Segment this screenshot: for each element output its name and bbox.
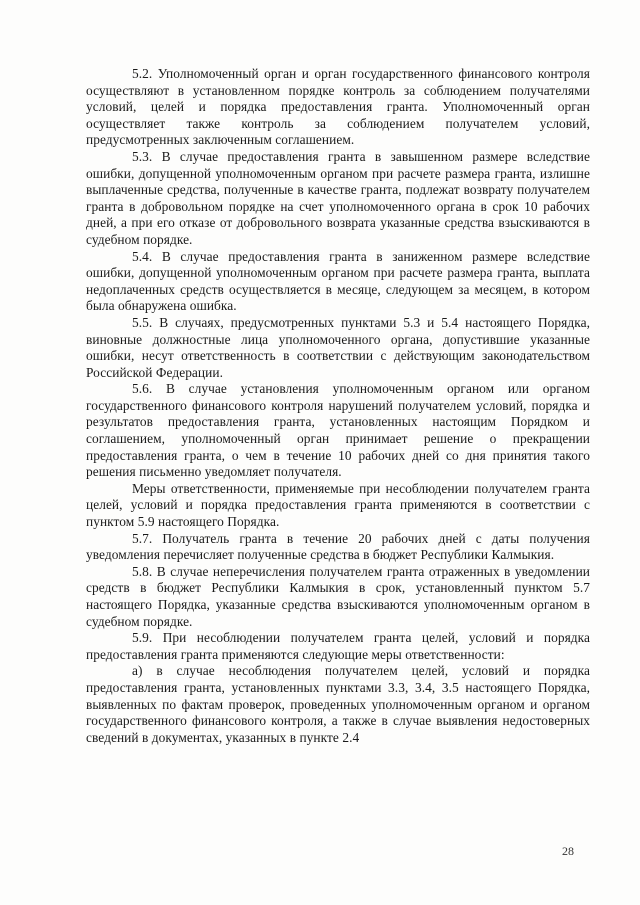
paragraph-5-4: 5.4. В случае предоставления гранта в заниженном размере вследствие ошибки, допущенной уполномоченным органом при расчете размера гранта, выплата недоплаченных средств осуществляется в месяце, следующем за месяцем, в котором была обнаружена ошибка. bbox=[86, 248, 590, 314]
page-number: 28 bbox=[562, 844, 574, 858]
paragraph-5-2: 5.2. Уполномоченный орган и орган государственного финансового контроля осуществляют в установленном порядке контроль за соблюдением получателями условий, целей и порядка предоставления гранта. Уполномоченный орган осуществляет также контроль за соблюдением получателем условий, предусмотренных заключенным соглашением. bbox=[86, 66, 590, 148]
paragraph-5-9-a: а) в случае несоблюдения получателем целей, условий и порядка предоставления гранта, установленных пунктами 3.3, 3.4, 3.5 настоящего Порядка, выявленных по фактам проверок, проведенных уполномоченным органом и органом государственного финансового контроля, а также в случае выявления недостоверных сведений в документах, указанных в пункте 2.4 bbox=[86, 663, 590, 745]
paragraph-liability-measures: Меры ответственности, применяемые при несоблюдении получателем гранта целей, условий и порядка предоставления гранта применяются в соответствии с пунктом 5.9 настоящего Порядка. bbox=[86, 480, 590, 530]
document-body bbox=[86, 66, 590, 746]
paragraph-5-6: 5.6. В случае установления уполномоченным органом или органом государственного финансового контроля нарушений получателем условий, порядка и результатов предоставления гранта, установленных настоящим Порядком и соглашением, уполномоченный орган принимает решение о прекращении предоставления гранта, о чем в течение 10 рабочих дней со дня принятия такого решения письменно уведомляет получателя. bbox=[86, 381, 590, 480]
paragraph-5-8: 5.8. В случае неперечисления получателем гранта отраженных в уведомлении средств в бюджет Республики Калмыкия в срок, установленный пунктом 5.7 настоящего Порядка, указанные средства взыскиваются уполномоченным органом в судебном порядке. bbox=[86, 563, 590, 629]
paragraph-5-7: 5.7. Получатель гранта в течение 20 рабочих дней с даты получения уведомления перечисляет полученные средства в бюджет Республики Калмыкия. bbox=[86, 530, 590, 563]
paragraph-5-5: 5.5. В случаях, предусмотренных пунктами 5.3 и 5.4 настоящего Порядка, виновные должностные лица уполномоченного органа, допустившие указанные ошибки, несут ответственность в соответствии с действующим законодательством Российской Федерации. bbox=[86, 314, 590, 380]
paragraph-5-3: 5.3. В случае предоставления гранта в завышенном размере вследствие ошибки, допущенной уполномоченным органом при расчете размера гранта, излишне выплаченные средства, полученные в качестве гранта, подлежат возврату получателем гранта в добровольном порядке на счет уполномоченного органа в срок 10 рабочих дней, а при его отказе от добровольного возврата указанные средства взыскиваются в судебном порядке. bbox=[86, 148, 590, 247]
paragraph-5-9: 5.9. При несоблюдении получателем гранта целей, условий и порядка предоставления гранта применяются следующие меры ответственности: bbox=[86, 630, 590, 662]
